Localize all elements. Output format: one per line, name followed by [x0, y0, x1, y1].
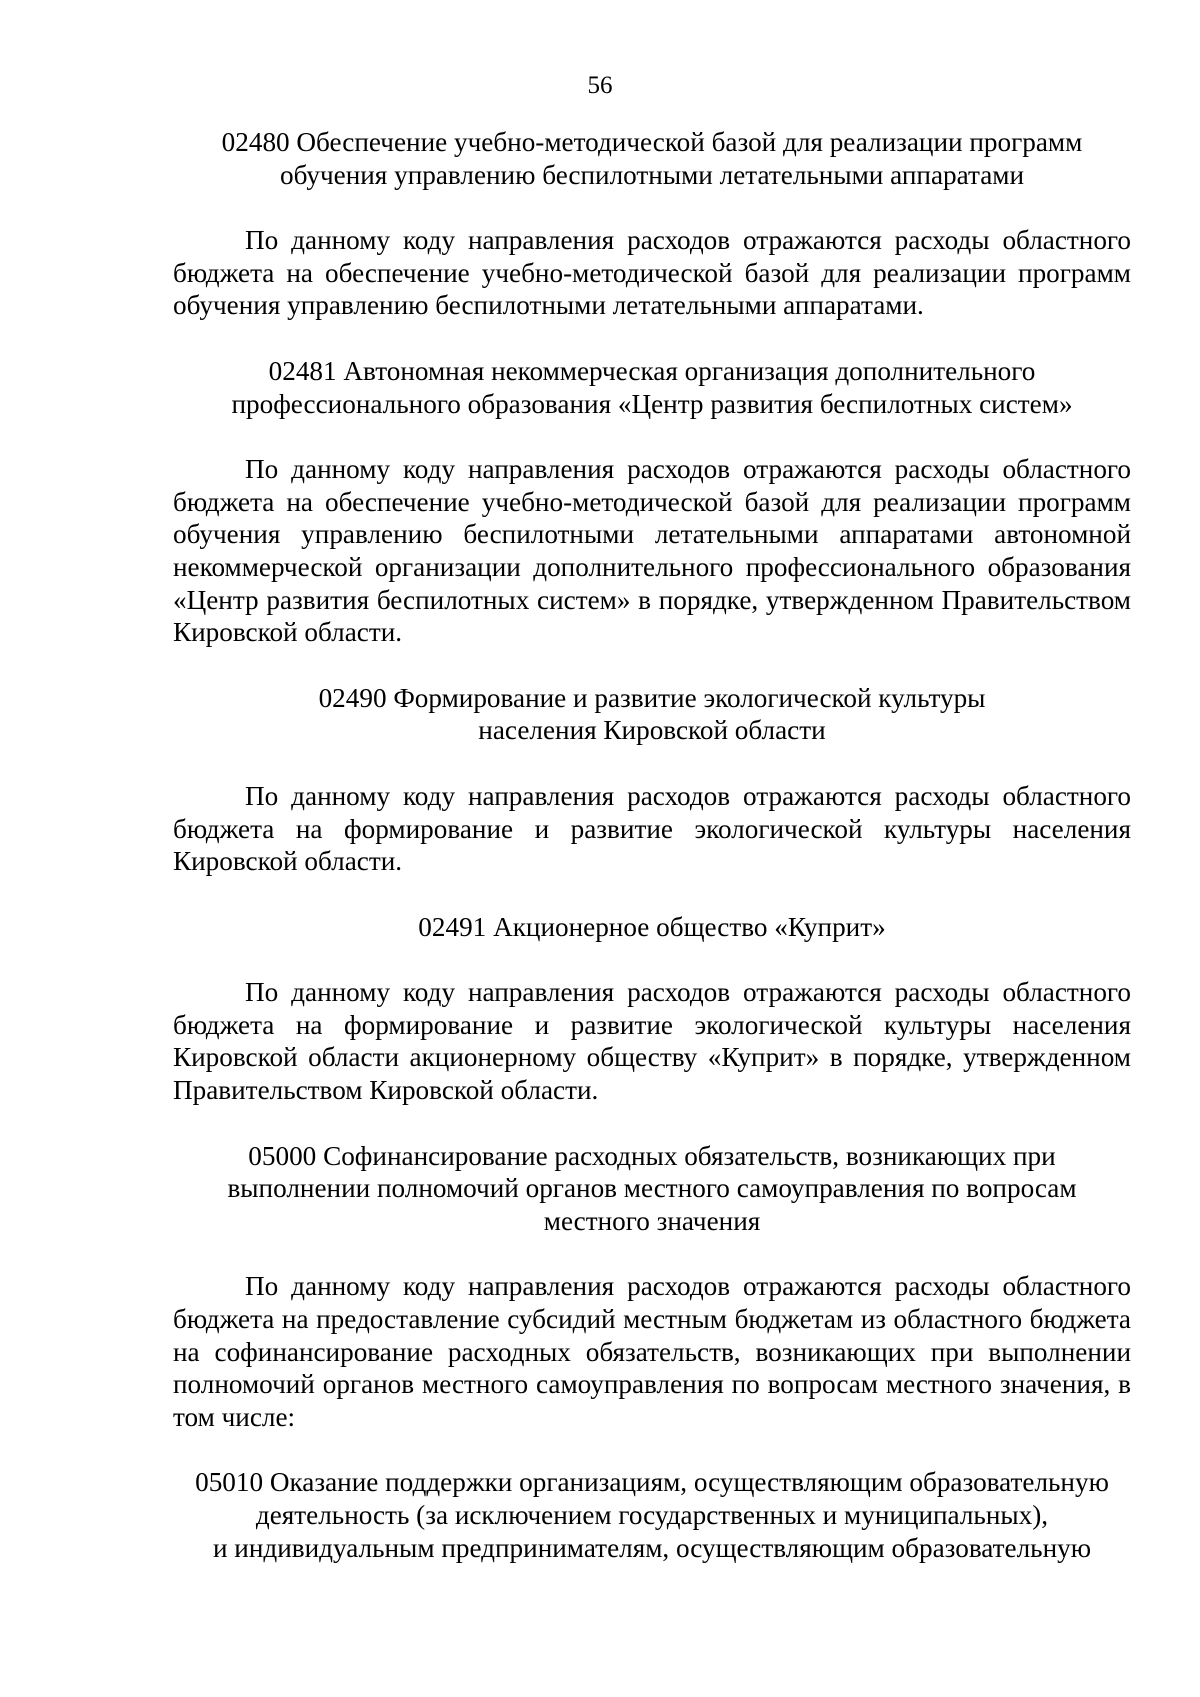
- heading-line: и индивидуальным предпринимателям, осуществляющим образовательную: [212, 1532, 1092, 1563]
- heading-line: профессионального образования «Центр развития беспилотных систем»: [231, 388, 1073, 419]
- paragraph-02480: По данному коду направления расходов отражаются расходы областного бюджета на обеспечение учебно-методической базой для реализации программ обучения управлению беспилотными летательными аппаратами.: [173, 225, 1131, 321]
- paragraph-02490: По данному коду направления расходов отражаются расходы областного бюджета на формирование и развитие экологической культуры населения Кировской области.: [173, 780, 1131, 877]
- heading-line: 05010 Оказание поддержки организациям, осуществляющим образовательную: [195, 1467, 1109, 1498]
- heading-line: деятельность (за исключением государственных и муниципальных),: [255, 1500, 1049, 1530]
- heading-05010: [173, 1466, 1131, 1564]
- heading-05000: [173, 1140, 1131, 1238]
- paragraph-02481: По данному коду направления расходов отражаются расходы областного бюджета на обеспечение учебно-методической базой для реализации программ обучения управлению беспилотными летательными аппаратами автономной некоммерческой организации дополнительного профессионального образования «Центр развития беспилотных систем» в порядке, утвержденном Правительством Кировской области.: [173, 454, 1131, 648]
- paragraph-02491: По данному коду направления расходов отражаются расходы областного бюджета на формирование и развитие экологической культуры населения Кировской области акционерному обществу «Куприт» в порядке, утвержденном Правительством Кировской области.: [173, 977, 1131, 1106]
- heading-02480: [173, 126, 1131, 191]
- heading-02481: [173, 355, 1131, 420]
- heading-line: местного значения: [543, 1205, 761, 1236]
- heading-line: 05000 Софинансирование расходных обязательств, возникающих при: [248, 1140, 1056, 1171]
- heading-line: 02481 Автономная некоммерческая организация дополнительного: [268, 355, 1036, 386]
- heading-line: 02480 Обеспечение учебно-методической базой для реализации программ: [221, 127, 1083, 157]
- heading-line: населения Кировской области: [478, 715, 826, 746]
- heading-02491: 02491 Акционерное общество «Куприт»: [418, 911, 886, 942]
- page-number: 56: [587, 72, 613, 99]
- heading-line: 02490 Формирование и развитие экологической культуры: [318, 682, 986, 713]
- paragraph-05000: По данному коду направления расходов отражаются расходы областного бюджета на предоставление субсидий местным бюджетам из областного бюджета на софинансирование расходных обязательств, возникающих при выполнении полномочий органов местного самоуправления по вопросам местного значения, в том числе:: [173, 1271, 1131, 1432]
- heading-02490: [173, 682, 1131, 747]
- heading-line: обучения управлению беспилотными летательными аппаратами: [279, 159, 1025, 190]
- document-body: [173, 126, 1131, 1564]
- heading-line: выполнении полномочий органов местного самоуправления по вопросам: [227, 1173, 1077, 1204]
